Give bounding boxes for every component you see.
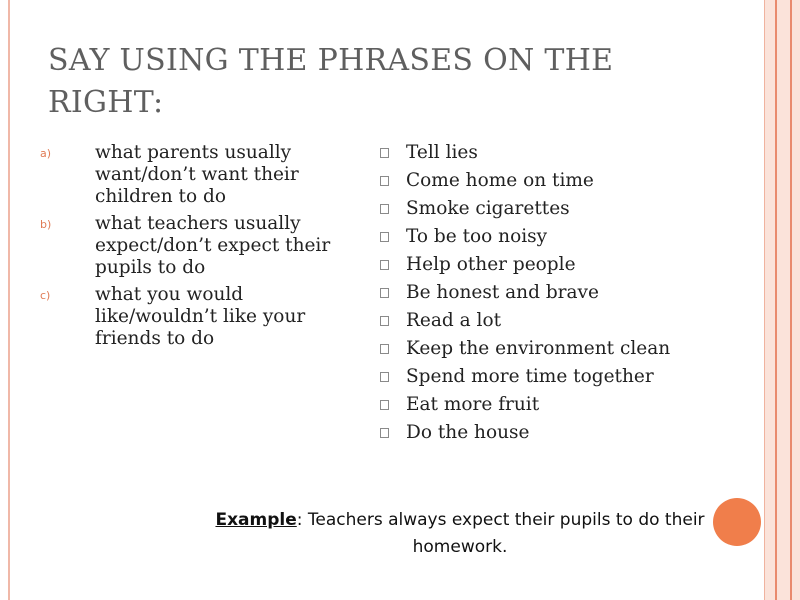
list-marker: a): [40, 147, 52, 160]
slide-title: SAY USING THE PHRASES ON THE RIGHT:: [48, 43, 614, 120]
left-frame-line: [8, 0, 10, 600]
checkbox-bullet-icon: [380, 288, 389, 298]
phrase-item: [380, 198, 710, 220]
question-item-b: [40, 213, 360, 279]
question-item-c: [40, 284, 360, 350]
phrase-item: [380, 142, 710, 164]
phrase-item: [380, 310, 710, 332]
phrase-text: Do the house: [406, 422, 530, 443]
example-label: Example: [215, 510, 297, 530]
phrase-text: Come home on time: [406, 170, 594, 191]
checkbox-bullet-icon: [380, 260, 389, 270]
checkbox-bullet-icon: [380, 400, 389, 410]
phrase-item: [380, 422, 710, 444]
checkbox-bullet-icon: [380, 176, 389, 186]
phrase-text: Tell lies: [406, 142, 478, 163]
phrase-text: Keep the environment clean: [406, 338, 671, 359]
checkbox-bullet-icon: [380, 148, 389, 158]
checkbox-bullet-icon: [380, 316, 389, 326]
checkbox-bullet-icon: [380, 232, 389, 242]
checkbox-bullet-icon: [380, 344, 389, 354]
phrase-item: [380, 226, 710, 248]
phrase-text: Help other people: [406, 254, 576, 275]
band-stripe: [775, 0, 777, 600]
question-text: what teachers usually expect/don’t expect their pupils to do: [95, 213, 331, 278]
list-marker: c): [40, 289, 51, 302]
phrase-text: To be too noisy: [406, 226, 548, 247]
example-text: : Teachers always expect their pupils to do their homework.: [296, 510, 705, 557]
list-marker: b): [40, 218, 52, 231]
phrase-text: Be honest and brave: [406, 282, 599, 303]
phrase-list: [380, 142, 710, 450]
phrase-text: Smoke cigarettes: [406, 198, 570, 219]
phrase-text: Eat more fruit: [406, 394, 540, 415]
phrase-item: [380, 394, 710, 416]
question-text: what you would like/wouldn’t like your friends to do: [95, 284, 306, 349]
phrase-text: Spend more time together: [406, 366, 654, 387]
question-text: what parents usually want/don’t want their children to do: [95, 142, 299, 207]
phrase-item: [380, 170, 710, 192]
phrase-item: [380, 254, 710, 276]
checkbox-bullet-icon: [380, 428, 389, 438]
right-decorative-band: [764, 0, 800, 600]
question-list: [40, 142, 360, 355]
phrase-item: [380, 366, 710, 388]
phrase-item: [380, 282, 710, 304]
checkbox-bullet-icon: [380, 204, 389, 214]
checkbox-bullet-icon: [380, 372, 389, 382]
phrase-text: Read a lot: [406, 310, 502, 331]
phrase-item: [380, 338, 710, 360]
band-stripe: [790, 0, 792, 600]
question-item-a: [40, 142, 360, 208]
example-sentence: [180, 507, 740, 561]
